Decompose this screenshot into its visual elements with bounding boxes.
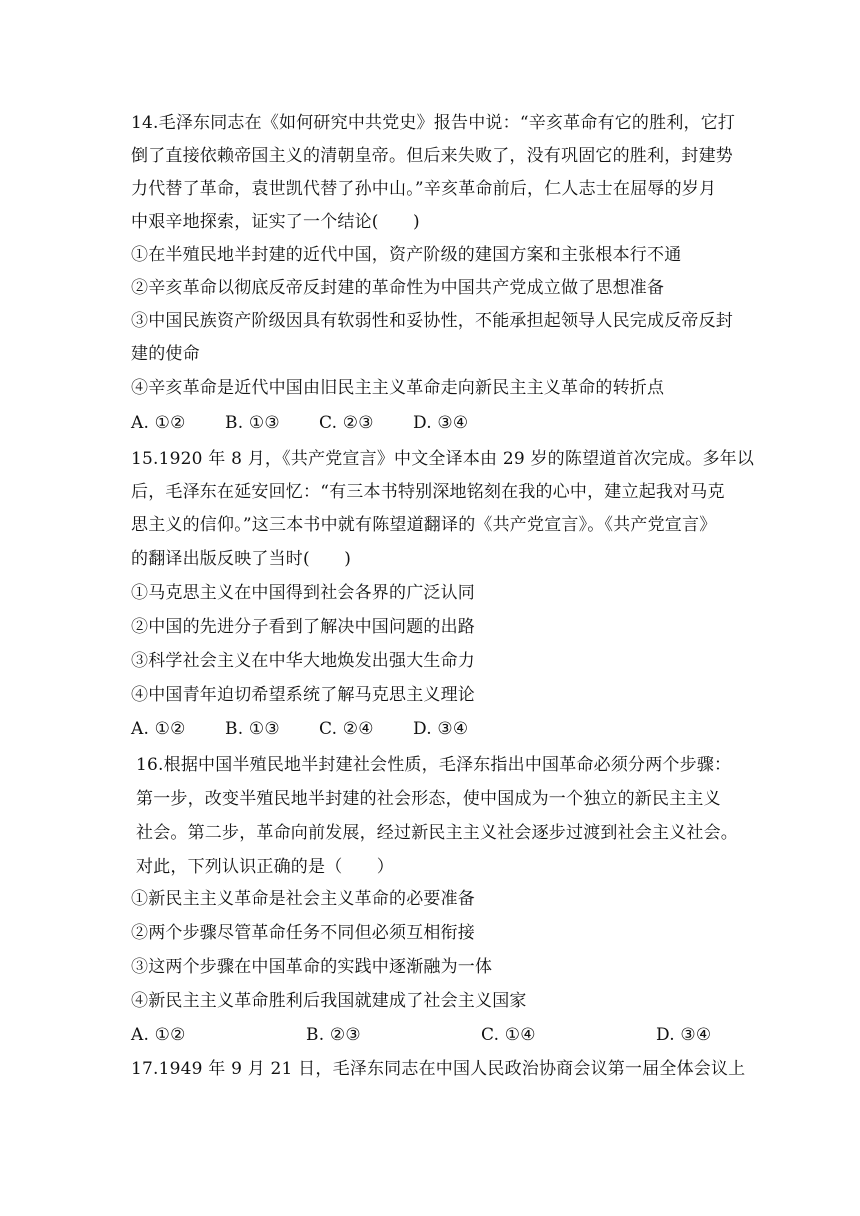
q14-answer-choices: [131, 412, 468, 434]
q16-option-4: ④新民主主义革命胜利后我国就建成了社会主义国家: [131, 991, 527, 1011]
choice-c: C. ①④: [481, 1025, 536, 1045]
q15-stem-line: 的翻译出版反映了当时( ): [131, 549, 352, 569]
q17-stem-line: 17.1949 年 9 月 21 日，毛泽东同志在中国人民政治协商会议第一届全体会议上: [131, 1059, 746, 1079]
choice-b: B. ②③: [306, 1025, 361, 1045]
choice-b: B. ①③: [225, 719, 280, 739]
q15-stem-line: 15.1920 年 8 月，《共产党宣言》中文全译本由 29 岁的陈望道首次完成。多年以: [131, 449, 755, 469]
q16-stem-line: 16.根据中国半殖民地半封建社会性质，毛泽东指出中国革命必须分两个步骤：: [136, 755, 732, 775]
choice-a: A. ①②: [131, 1025, 186, 1045]
choice-a: A. ①②: [131, 719, 186, 739]
choice-b: B. ①③: [225, 413, 280, 433]
q14-stem-line: 倒了直接依赖帝国主义的清朝皇帝。但后来失败了，没有巩固它的胜利，封建势: [131, 146, 733, 166]
q14-stem-line: 力代替了革命，袁世凯代替了孙中山。”辛亥革命前后，仁人志士在屈辱的岁月: [131, 179, 717, 199]
q15-stem-line: 思主义的信仰。”这三本书中就有陈望道翻译的《共产党宣言》。《共产党宣言》: [131, 515, 717, 535]
q14-stem-line: 14.毛泽东同志在《如何研究中共党史》报告中说：“辛亥革命有它的胜利，它打: [131, 113, 736, 133]
q14-stem-line: 中艰辛地探索，证实了一个结论( ): [131, 212, 420, 232]
choice-c: C. ②④: [319, 719, 374, 739]
q14-option-1: ①在半殖民地半封建的近代中国，资产阶级的建国方案和主张根本行不通: [131, 245, 682, 265]
choice-a: A. ①②: [131, 413, 186, 433]
choice-d: D. ③④: [413, 413, 469, 433]
q15-option-2: ②中国的先进分子看到了解决中国问题的出路: [131, 617, 475, 637]
q16-stem-line: 社会。第二步，革命向前发展，经过新民主主义社会逐步过渡到社会主义社会。: [136, 823, 738, 843]
q16-stem-line: 第一步，改变半殖民地半封建的社会形态，使中国成为一个独立的新民主主义: [136, 789, 721, 809]
q16-stem-line: 对此，下列认识正确的是（ ）: [136, 857, 394, 877]
q15-option-4: ④中国青年迫切希望系统了解马克思主义理论: [131, 685, 475, 705]
q14-option-4: ④辛亥革命是近代中国由旧民主主义革命走向新民主主义革命的转折点: [131, 378, 665, 398]
q16-option-3: ③这两个步骤在中国革命的实践中逐渐融为一体: [131, 957, 493, 977]
q14-option-3-cont: 建的使命: [131, 344, 200, 364]
q15-option-3: ③科学社会主义在中华大地焕发出强大生命力: [131, 651, 475, 671]
q16-option-1: ①新民主主义革命是社会主义革命的必要准备: [131, 889, 475, 909]
q15-option-1: ①马克思主义在中国得到社会各界的广泛认同: [131, 583, 475, 603]
q15-stem-line: 后，毛泽东在延安回忆：“有三本书特别深地铭刻在我的心中，建立起我对马克: [131, 482, 725, 502]
q14-option-3: ③中国民族资产阶级因具有软弱性和妥协性，不能承担起领导人民完成反帝反封: [131, 311, 733, 331]
q16-answer-choices: [131, 1024, 711, 1046]
q15-answer-choices: [131, 718, 468, 740]
choice-d: D. ③④: [656, 1025, 712, 1045]
q14-option-2: ②辛亥革命以彻底反帝反封建的革命性为中国共产党成立做了思想准备: [131, 278, 665, 298]
choice-d: D. ③④: [413, 719, 469, 739]
q16-option-2: ②两个步骤尽管革命任务不同但必须互相衔接: [131, 923, 475, 943]
choice-c: C. ②③: [319, 413, 374, 433]
